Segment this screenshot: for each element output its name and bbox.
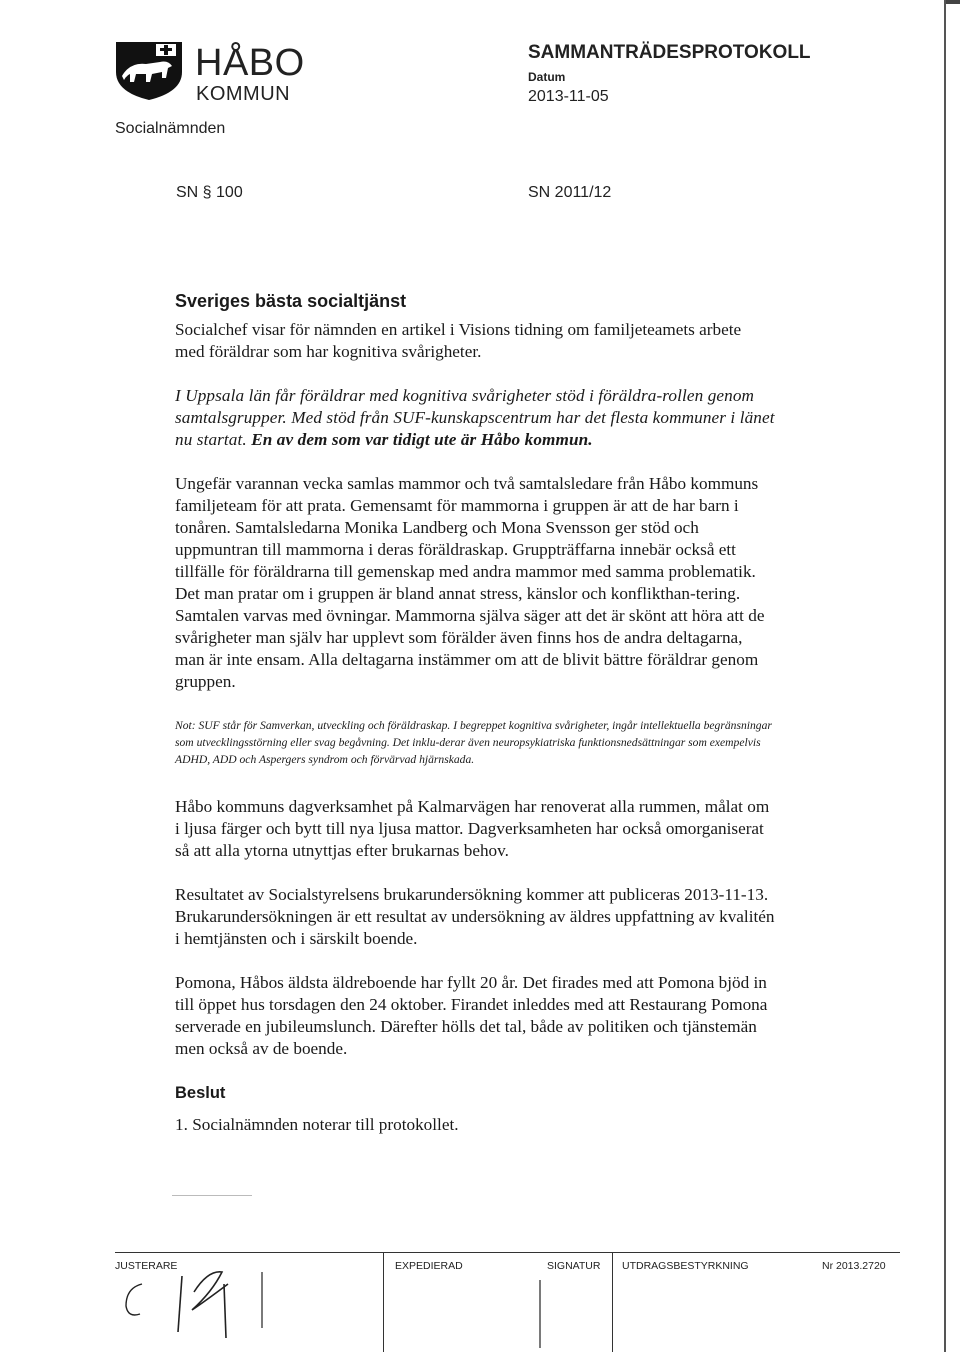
case-reference: SN 2011/12 <box>528 184 612 201</box>
handwritten-initials <box>112 1262 272 1342</box>
decision-item: 1. Socialnämnden noterar till protokollet. <box>175 1115 459 1134</box>
utdrag-label: UTDRAGSBESTYRKNING <box>622 1260 749 1272</box>
daycare-paragraph: Håbo kommuns dagverksamhet på Kalmarvägen har renoverat alla rummen, målat om i ljusa färger och bytt till nya ljusa mattor. Dagverksamheten har också omorganiserat så att alla ytorna utnyttjas efter brukarnas behov. <box>175 797 770 860</box>
org-subtitle: KOMMUN <box>196 83 291 105</box>
signatur-label: SIGNATUR <box>547 1260 601 1272</box>
decision-heading: Beslut <box>175 1084 226 1102</box>
page-edge <box>944 0 946 1352</box>
groups-paragraph: Ungefär varannan vecka samlas mammor och två samtalsledare från Håbo kommuns familjeteam för att prata. Gemensamt för mammorna i gruppen är att de har barn i tonåren. Samtalsledarna Monika Landberg och Mona Svensson ger stöd och uppmuntran till mammorna i deras föräldraskap. Gruppträffarna innebär också ett tillfälle för föräldrarna till gemenskap med andra mammor med samma problematik. Det man pratar om i gruppen är bland annat stress, känslor och konflikthan-tering. Samtalen varvas med övningar. Mammorna själva säger att det är skönt att höra att de svårigheter man själv har upplevt som förälder även finns hos de andra deltagarna, man är inte ensam. Alla deltagarna instämmer om att de blivit bättre föräldrar genom gruppen. <box>175 474 765 691</box>
footnote: Not: SUF står för Samverkan, utveckling och föräldraskap. I begreppet kognitiva svårigheter, ingår intellektuella begränsningar som utvecklingsstörning eller svag begåvning. Det inklu-derar även neuropsykiatriska funktionsnedsättningar som exempelvis ADHD, ADD och Aspergers syndrom och förvärvad hjärnskada. <box>175 719 772 766</box>
minutes-body <box>175 290 775 1136</box>
article-quote <box>175 385 775 451</box>
date-label: Datum <box>528 70 566 84</box>
date-value: 2013-11-05 <box>528 88 609 105</box>
expedierad-label: EXPEDIERAD <box>395 1260 463 1272</box>
committee-name: Socialnämnden <box>115 120 226 137</box>
footer-divider <box>383 1252 384 1352</box>
divider <box>172 1195 252 1196</box>
protocol-number: Nr 2013.2720 <box>822 1260 886 1272</box>
document-type: SAMMANTRÄDESPROTOKOLL <box>528 42 811 63</box>
page-edge-mark <box>946 0 960 4</box>
section-reference: SN § 100 <box>176 184 243 201</box>
handwritten-mark <box>500 1270 560 1350</box>
footer-divider <box>612 1252 613 1352</box>
survey-paragraph: Resultatet av Socialstyrelsens brukarundersökning kommer att publiceras 2013-11-13. Brukarundersökningen är ett resultat av undersökning av äldres uppfattning av kvalitén i hemtjänsten och i särskilt boende. <box>175 885 775 948</box>
section-heading: Sveriges bästa socialtjänst <box>175 291 407 311</box>
footer-rule <box>115 1252 900 1253</box>
intro-paragraph: Socialchef visar för nämnden en artikel i Visions tidning om familjeteamets arbete med föräldrar som har kognitiva svårigheter. <box>175 320 742 361</box>
quote-text: I Uppsala län får föräldrar med kognitiva svårigheter stöd i föräldra-rollen genom samtalsgrupper. Med stöd från SUF-kunskapscentrum har det flesta kommuner i länet nu startat. <box>175 386 775 449</box>
quote-bold-text: En av dem som var tidigt ute är Håbo kommun. <box>251 430 593 449</box>
org-name: HÅBO <box>195 42 305 84</box>
pomona-paragraph: Pomona, Håbos äldsta äldreboende har fyllt 20 år. Det firades med att Pomona bjöd in till öppet hus torsdagen den 24 oktober. Firandet inleddes med att Restaurang Pomona serverade en jubileumslunch. Därefter hölls det tal, både av politiken och tjänstemän men också av de boende. <box>175 973 768 1058</box>
municipality-logo <box>112 36 186 102</box>
justerare-label: JUSTERARE <box>115 1260 178 1272</box>
